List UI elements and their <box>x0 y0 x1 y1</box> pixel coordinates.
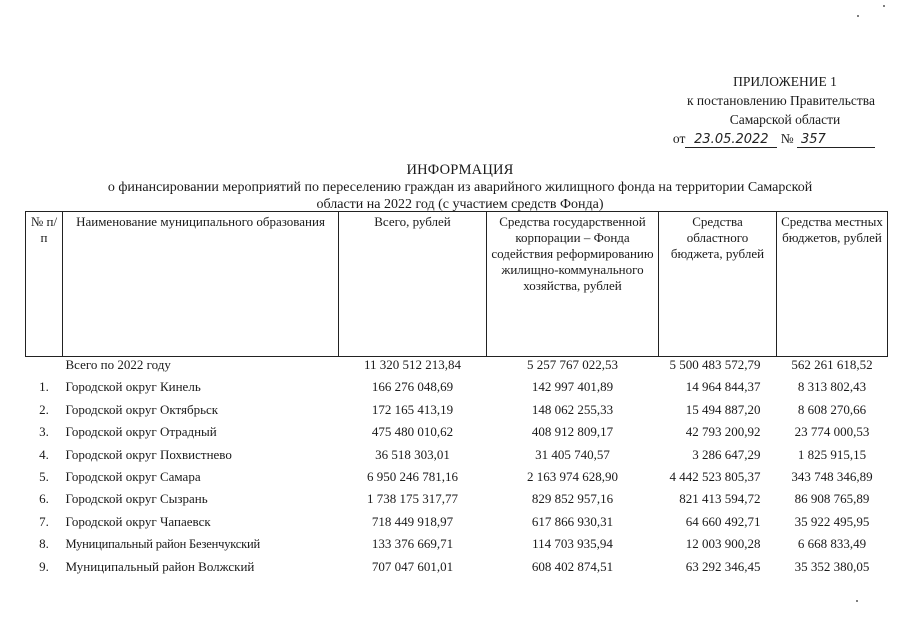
header-name: Наименование муниципального образования <box>63 212 339 357</box>
row-local: 35 922 495,95 <box>794 513 870 529</box>
scan-speck <box>857 15 859 17</box>
appendix-decree-line: к постановлению Правительства <box>686 93 875 108</box>
decree-date: 23.05.2022 <box>685 132 777 148</box>
row-regional: 821 413 594,72 <box>679 491 761 507</box>
row-fund: 2 163 974 628,90 <box>527 468 618 484</box>
row-name: Муниципальный район Волжский <box>65 558 255 574</box>
row-name: Городской округ Октябрьск <box>65 401 219 417</box>
decree-number: 357 <box>797 132 875 148</box>
table-total-row <box>26 357 888 380</box>
table-row <box>26 469 888 491</box>
row-num: 7. <box>39 513 49 529</box>
total-fund: 5 257 767 022,53 <box>527 357 618 372</box>
row-fund: 408 912 809,17 <box>531 424 614 440</box>
table-row <box>26 424 888 446</box>
header-total: Всего, рублей <box>339 212 487 357</box>
row-name: Городской округ Похвистнево <box>65 446 232 462</box>
row-total: 475 480 010,62 <box>371 424 454 440</box>
row-local: 343 748 346,89 <box>791 468 873 484</box>
scan-speck <box>856 600 858 602</box>
total-name: Всего по 2022 году <box>65 357 171 372</box>
row-total: 172 165 413,19 <box>371 401 454 417</box>
appendix-title: ПРИЛОЖЕНИЕ 1 <box>733 74 837 89</box>
row-name: Муниципальный район Безенчукский <box>65 537 261 552</box>
document-heading <box>60 162 860 213</box>
row-num: 5. <box>39 468 49 484</box>
row-total: 166 276 048,69 <box>371 379 454 395</box>
decree-reference <box>655 129 875 148</box>
document-subtitle-line1: о финансировании мероприятий по переселению граждан из аварийного жилищного фонда на территории Самарской <box>107 180 813 195</box>
total-regional: 5 500 483 572,79 <box>669 357 761 372</box>
row-local: 6 668 833,49 <box>797 536 867 552</box>
table-row <box>26 447 888 469</box>
total-total: 11 320 512 213,84 <box>363 357 462 372</box>
row-regional: 63 292 346,45 <box>685 558 761 574</box>
header-fund: Средства государственной корпорации – Фонда содействия реформированию жилищно-коммунального хозяйства, рублей <box>487 212 659 357</box>
row-num: 9. <box>39 558 49 574</box>
row-fund: 142 997 401,89 <box>531 379 614 395</box>
row-num: 1. <box>39 379 49 395</box>
row-fund: 617 866 930,31 <box>531 513 614 529</box>
row-regional: 15 494 887,20 <box>685 401 761 417</box>
row-local: 8 313 802,43 <box>797 379 867 395</box>
row-fund: 114 703 935,94 <box>532 536 613 552</box>
header-local: Средства местных бюджетов, рублей <box>777 212 888 357</box>
appendix-block <box>655 72 875 148</box>
table-row <box>26 402 888 424</box>
row-local: 86 908 765,89 <box>794 491 870 507</box>
table-row <box>26 379 888 401</box>
row-total: 718 449 918,97 <box>371 513 454 529</box>
row-regional: 3 286 647,29 <box>692 446 761 462</box>
row-local: 8 608 270,66 <box>797 401 867 417</box>
financing-table <box>25 211 888 581</box>
table-row <box>26 559 888 581</box>
row-regional: 14 964 844,37 <box>685 379 761 395</box>
row-name: Городской округ Самара <box>65 468 201 484</box>
decree-number-label: № <box>780 131 794 146</box>
row-regional: 4 442 523 805,37 <box>669 468 761 484</box>
table-row <box>26 536 888 558</box>
row-name: Городской округ Чапаевск <box>65 513 211 529</box>
appendix-region-line: Самарской области <box>729 112 841 127</box>
row-name: Городской округ Сызрань <box>65 491 208 507</box>
row-num: 4. <box>39 446 49 462</box>
row-total: 707 047 601,01 <box>371 558 454 574</box>
header-regional: Средства областного бюджета, рублей <box>659 212 777 357</box>
row-num: 3. <box>39 424 49 440</box>
row-local: 35 352 380,05 <box>794 558 870 574</box>
total-local: 562 261 618,52 <box>791 357 873 372</box>
row-total: 36 518 303,01 <box>375 446 450 462</box>
row-fund: 829 852 957,16 <box>531 491 614 507</box>
document-subtitle-line2: области на 2022 год (с участием средств Фонда) <box>316 197 604 212</box>
row-regional: 12 003 900,28 <box>685 536 761 552</box>
header-num: № п/п <box>26 212 63 357</box>
row-total: 133 376 669,71 <box>371 536 454 552</box>
total-num <box>26 357 63 380</box>
table-header-row <box>26 212 888 357</box>
table-row <box>26 514 888 536</box>
row-num: 6. <box>39 491 49 507</box>
row-fund: 148 062 255,33 <box>531 401 614 417</box>
row-fund: 608 402 874,51 <box>531 558 614 574</box>
row-regional: 42 793 200,92 <box>685 424 761 440</box>
table-row <box>26 491 888 513</box>
row-regional: 64 660 492,71 <box>685 513 761 529</box>
row-total: 6 950 246 781,16 <box>367 468 458 484</box>
row-fund: 31 405 740,57 <box>535 446 610 462</box>
decree-from-label: от <box>672 131 686 146</box>
document-title: ИНФОРМАЦИЯ <box>406 162 514 178</box>
row-num: 2. <box>39 401 49 417</box>
row-local: 1 825 915,15 <box>797 446 867 462</box>
row-num: 8. <box>39 536 49 552</box>
scan-speck <box>883 5 885 7</box>
row-local: 23 774 000,53 <box>794 424 870 440</box>
row-total: 1 738 175 317,77 <box>367 491 458 507</box>
row-name: Городской округ Отрадный <box>65 424 217 440</box>
row-name: Городской округ Кинель <box>65 379 201 395</box>
